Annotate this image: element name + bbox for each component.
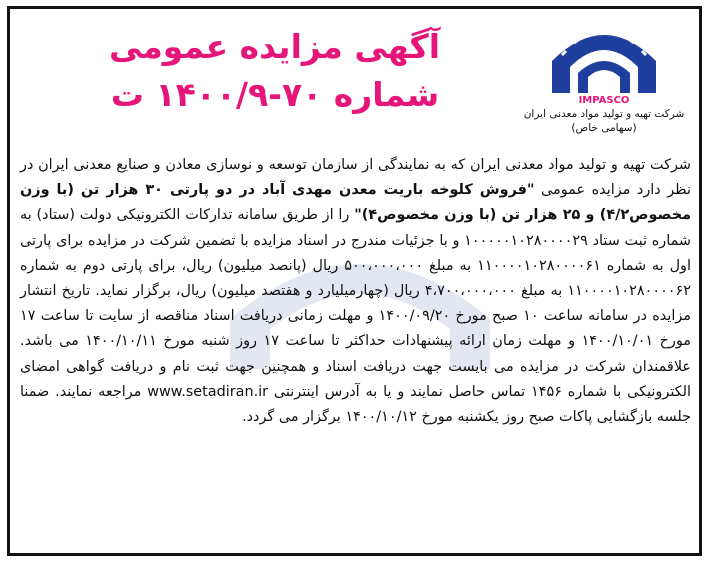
announcement-number: شماره ۷۰-۱۴۰۰/۹ ت: [110, 75, 440, 114]
body-details: را از طریق سامانه تدارکات الکترونیکی دولت (ستاد) به شماره ثبت ستاد ۱۰۰۰۰۰۱۰۲۸۰۰۰۰۲۹ و با جزئیات مندرج در اسناد مزایده با تضمین شرکت در مزایده برای پارتی اول به شماره ۱۱۰۰۰۰۱۰۲۸۰۰۰۰۶۱ به مبلغ ۵۰۰،۰۰۰،۰۰۰ ریال (پانصد میلیون) ریال، برای پارتی دوم به شماره ۱۱۰۰۰۰۱۰۲۸۰۰۰۰۶۲ به مبلغ ۴،۷۰۰،۰۰۰،۰۰۰ ریال (چهارمیلیارد و هفتصد میلیون) ریال، برگزار نماید. تاریخ انتشار مزایده در سامانه ساعت ۱۰ صبح مورخ ۱۴۰۰/۰۹/۲۰ و مهلت زمانی دریافت اسناد مناقصه از سایت تا ساعت ۱۷ مورخ ۱۴۰۰/۱۰/۰۱ و مهلت زمان ارائه پیشنهادات حداکثر تا ساعت ۱۷ روز شنبه مورخ ۱۴۰۰/۱۰/۱۱ می باشد. علاقمندان شرکت در مزایده می بایست جهت دریافت اسناد و همچنین جهت ثبت نام و دریافت گواهی امضای الکترونیکی با شماره ۱۴۵۶ تماس حاصل نمایند و یا به آدرس اینترنتی www.setadiran.ir مراجعه نمایند. ضمنا جلسه بازگشایی پاکات صبح روز یکشنبه مورخ ۱۴۰۰/۱۰/۱۲ برگزار می گردد.: [20, 207, 691, 426]
announcement-header: [10, 9, 699, 151]
company-type: (سهامی خاص): [571, 122, 637, 134]
body-highlight-subject: "فروش کلوخه باریت معدن مهدی آباد در دو پارتی ۳۰ هزار تن (با وزن مخصوص۴/۲) و ۲۵ هزار تن (با وزن مخصوص۴)": [20, 182, 691, 224]
title-block: [110, 23, 440, 119]
announcement-body: [20, 153, 691, 430]
announcement-title: آگهی مزایده عمومی: [108, 27, 440, 66]
announcement-frame: [7, 6, 702, 556]
company-logo: [519, 15, 689, 147]
arch-logo-icon: [544, 15, 664, 97]
logo-brand: IMPASCO: [578, 95, 630, 106]
body-intro: شرکت تهیه و تولید مواد معدنی ایران که به نمایندگی از سازمان توسعه و نوسازی معادن و صنایع معدنی ایران در نظر دارد مزایده عمومی: [20, 157, 691, 199]
company-name: شرکت تهیه و تولید مواد معدنی ایران: [523, 108, 685, 120]
